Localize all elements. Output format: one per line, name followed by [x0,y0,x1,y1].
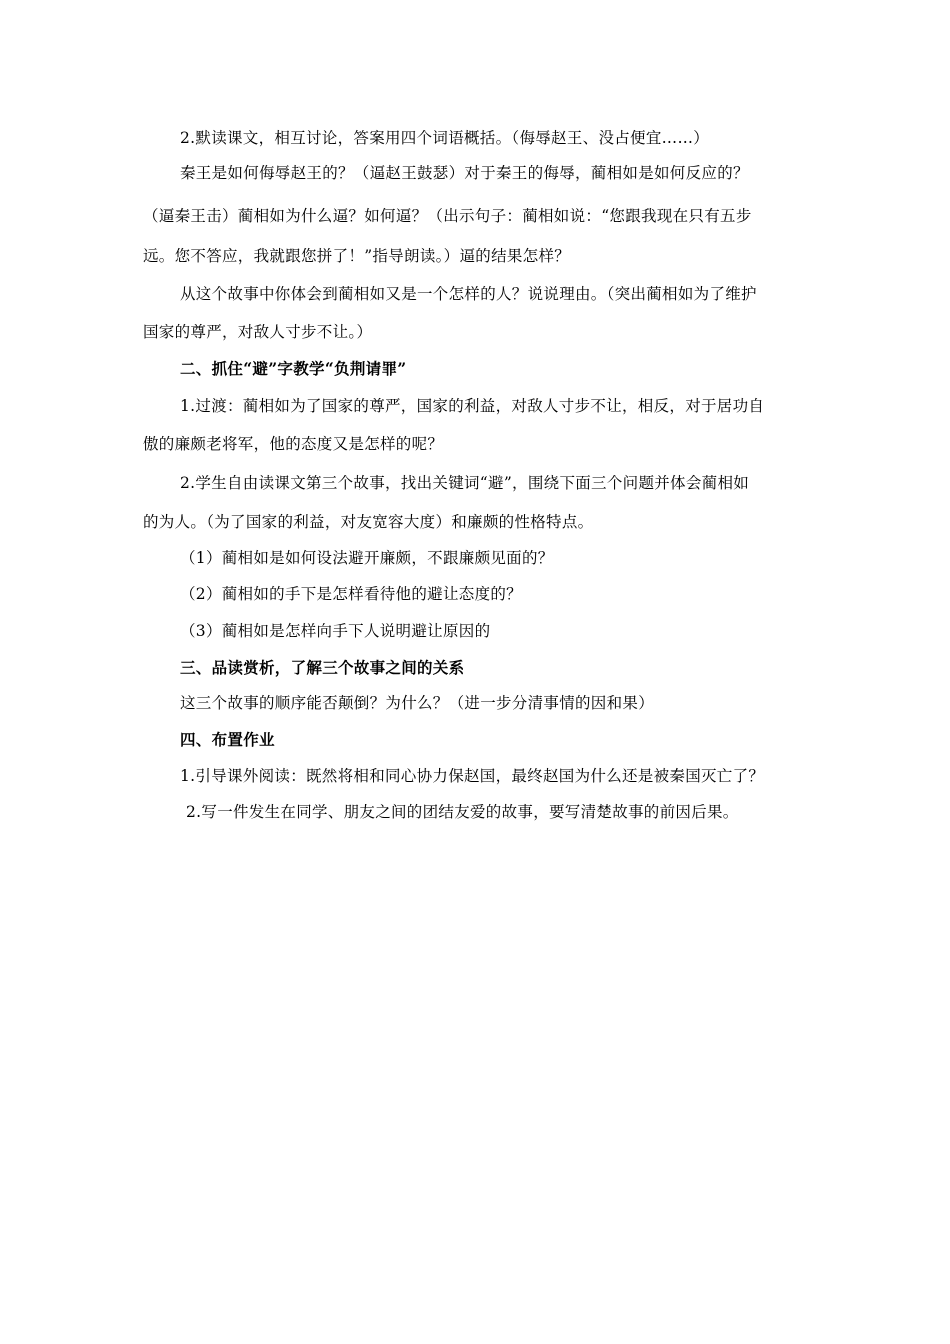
paragraph-line-7: 1.过渡：蔺相如为了国家的尊严，国家的利益，对敌人寸步不让，相反，对于居功自 [180,397,765,415]
paragraph-line-2: 秦王是如何侮辱赵王的？（逼赵王鼓瑟）对于秦王的侮辱，蔺相如是如何反应的？ [180,164,749,182]
paragraph-line-10: 的为人。（为了国家的利益，对友宽容大度）和廉颇的性格特点。 [143,513,594,531]
section-heading-2: 二、抓住“避”字教学“负荆请罪” [180,359,407,378]
paragraph-line-3: （逼秦王击）蔺相如为什么逼？如何逼？（出示句子：蔺相如说：“您跟我现在只有五步 [143,207,752,225]
section-heading-4: 四、布置作业 [180,730,275,749]
paragraph-line-8: 傲的廉颇老将军，他的态度又是怎样的呢？ [143,435,444,453]
paragraph-line-9: 2.学生自由读课文第三个故事，找出关键词“避”，围绕下面三个问题并体会蔺相如 [180,474,750,492]
paragraph-line-11: 这三个故事的顺序能否颠倒？为什么？（进一步分清事情的因和果） [180,694,655,712]
list-item-2: （2）蔺相如的手下是怎样看待他的避让态度的？ [180,585,522,603]
homework-item-1: 1.引导课外阅读：既然将相和同心协力保赵国，最终赵国为什么还是被秦国灭亡了？ [180,767,765,785]
homework-item-2: 2.写一件发生在同学、朋友之间的团结友爱的故事，要写清楚故事的前因后果。 [186,803,739,821]
list-item-3: （3）蔺相如是怎样向手下人说明避让原因的 [180,622,491,640]
paragraph-line-4: 远。您不答应，我就跟您拼了！”指导朗读。）逼的结果怎样？ [143,247,571,265]
paragraph-line-1: 2.默读课文，相互讨论，答案用四个词语概括。（侮辱赵王、没占便宜……） [180,129,710,147]
paragraph-line-6: 国家的尊严，对敌人寸步不让。） [143,323,373,341]
list-item-1: （1）蔺相如是如何设法避开廉颇，不跟廉颇见面的？ [180,549,554,567]
section-heading-3: 三、品读赏析，了解三个故事之间的关系 [180,658,465,677]
paragraph-line-5: 从这个故事中你体会到蔺相如又是一个怎样的人？说说理由。（突出蔺相如为了维护 [180,285,757,303]
